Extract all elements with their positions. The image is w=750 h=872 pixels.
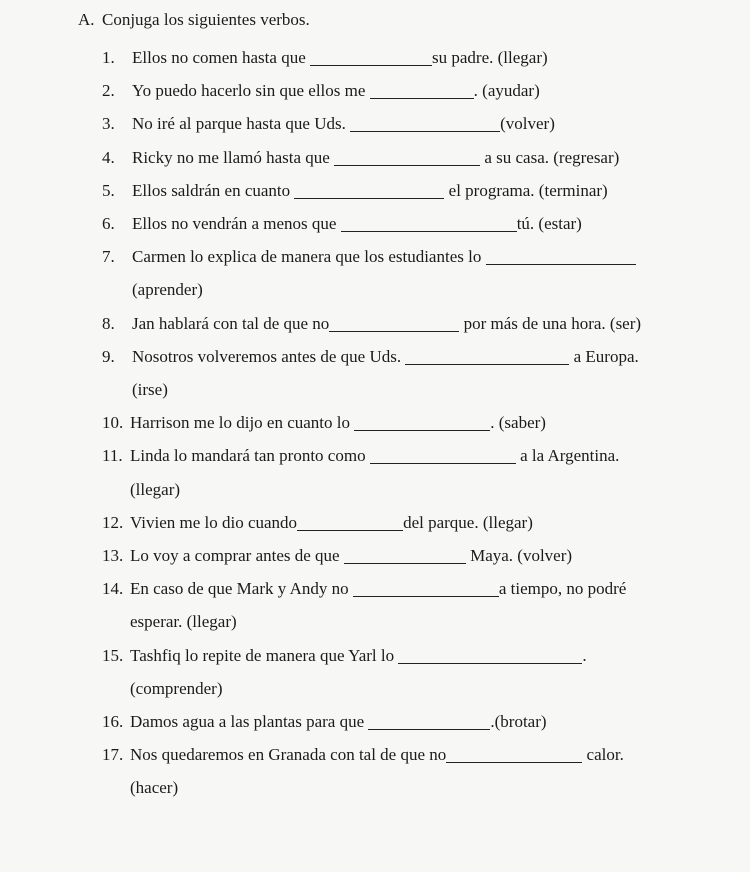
exercise-sentence bbox=[130, 539, 732, 572]
sentence-line bbox=[130, 605, 732, 638]
section-letter: A. bbox=[78, 10, 95, 29]
exercise-item bbox=[102, 572, 732, 638]
sentence-text: del parque. (llegar) bbox=[403, 512, 533, 532]
sentence-text: (llegar) bbox=[130, 479, 181, 499]
sentence-line bbox=[130, 572, 732, 605]
exercise-item bbox=[102, 107, 732, 140]
exercise-sentence bbox=[130, 406, 732, 439]
exercise-sentence bbox=[132, 107, 732, 140]
sentence-text: Carmen lo explica de manera que los estudiantes lo bbox=[132, 247, 486, 267]
exercise-number: 16. bbox=[102, 712, 124, 732]
sentence-text: Ellos saldrán en cuanto bbox=[132, 180, 295, 200]
sentence-text: No iré al parque hasta que Uds. bbox=[132, 114, 351, 134]
sentence-line bbox=[132, 240, 732, 273]
sentence-line bbox=[132, 373, 732, 406]
sentence-line bbox=[130, 705, 732, 738]
sentence-line bbox=[130, 506, 732, 539]
exercise-sentence bbox=[130, 639, 732, 705]
sentence-text: el programa. (terminar) bbox=[444, 180, 608, 200]
sentence-text: Jan hablará con tal de que no bbox=[132, 313, 330, 333]
exercise-number: 15. bbox=[102, 645, 124, 665]
sentence-line bbox=[130, 771, 732, 804]
sentence-text: Linda lo mandará tan pronto como bbox=[130, 446, 370, 466]
exercise-number: 13. bbox=[102, 546, 124, 566]
sentence-text: Nosotros volveremos antes de que Uds. bbox=[132, 346, 406, 366]
exercise-number: 6. bbox=[102, 214, 115, 234]
exercise-item bbox=[102, 74, 732, 107]
sentence-line bbox=[132, 141, 732, 174]
sentence-text: Vivien me lo dio cuando bbox=[130, 512, 298, 532]
sentence-text: . bbox=[582, 645, 587, 665]
answer-blank[interactable] bbox=[297, 513, 403, 531]
exercise-number: 17. bbox=[102, 745, 124, 765]
answer-blank[interactable] bbox=[398, 646, 582, 664]
exercise-sentence bbox=[132, 41, 732, 74]
sentence-text: . (ayudar) bbox=[473, 81, 540, 101]
sentence-line bbox=[132, 107, 732, 140]
answer-blank[interactable] bbox=[341, 214, 517, 232]
exercise-number: 9. bbox=[102, 346, 115, 366]
exercise-number: 12. bbox=[102, 512, 124, 532]
answer-blank[interactable] bbox=[353, 579, 499, 597]
sentence-text: a la Argentina. bbox=[515, 446, 620, 466]
exercise-number: 4. bbox=[102, 147, 115, 167]
exercise-sentence bbox=[130, 572, 732, 638]
exercise-list bbox=[102, 41, 732, 805]
sentence-text: Nos quedaremos en Granada con tal de que no bbox=[130, 745, 447, 765]
exercise-sentence bbox=[132, 207, 732, 240]
sentence-line bbox=[132, 41, 732, 74]
answer-blank[interactable] bbox=[370, 446, 516, 464]
sentence-line bbox=[130, 639, 732, 672]
sentence-text: Lo voy a comprar antes de que bbox=[130, 546, 344, 566]
sentence-text: (hacer) bbox=[130, 778, 179, 798]
section-heading bbox=[78, 10, 310, 30]
exercise-item bbox=[102, 738, 732, 804]
sentence-text: En caso de que Mark y Andy no bbox=[130, 579, 353, 599]
sentence-line bbox=[130, 406, 732, 439]
sentence-text: Tashfiq lo repite de manera que Yarl lo bbox=[130, 645, 399, 665]
exercise-sentence bbox=[130, 439, 732, 505]
sentence-text: tú. (estar) bbox=[516, 214, 582, 234]
sentence-line bbox=[130, 672, 732, 705]
exercise-item bbox=[102, 439, 732, 505]
exercise-sentence bbox=[132, 307, 732, 340]
answer-blank[interactable] bbox=[354, 413, 490, 431]
sentence-text: (comprender) bbox=[130, 678, 223, 698]
sentence-text: a tiempo, no podré bbox=[498, 579, 627, 599]
sentence-text: Ellos no comen hasta que bbox=[132, 48, 310, 67]
sentence-line bbox=[132, 74, 732, 107]
answer-blank[interactable] bbox=[405, 347, 569, 365]
answer-blank[interactable] bbox=[446, 745, 582, 763]
exercise-number: 1. bbox=[102, 48, 115, 67]
exercise-item bbox=[102, 307, 732, 340]
exercise-item bbox=[102, 639, 732, 705]
sentence-text: Ellos no vendrán a menos que bbox=[132, 214, 341, 234]
sentence-line bbox=[130, 439, 732, 472]
exercise-item bbox=[102, 705, 732, 738]
answer-blank[interactable] bbox=[350, 114, 500, 132]
answer-blank[interactable] bbox=[334, 148, 480, 166]
sentence-text: Maya. (volver) bbox=[465, 546, 573, 566]
exercise-sentence bbox=[132, 141, 732, 174]
exercise-number: 8. bbox=[102, 313, 115, 333]
exercise-number: 2. bbox=[102, 81, 115, 101]
exercise-number: 3. bbox=[102, 114, 115, 134]
sentence-line bbox=[130, 539, 732, 572]
exercise-item bbox=[102, 174, 732, 207]
sentence-text: esperar. (llegar) bbox=[130, 612, 237, 632]
exercise-sentence bbox=[132, 340, 732, 406]
sentence-line bbox=[132, 273, 732, 306]
exercise-number: 14. bbox=[102, 579, 124, 599]
sentence-text: (volver) bbox=[500, 114, 555, 134]
exercise-sentence bbox=[132, 74, 732, 107]
exercise-number: 11. bbox=[102, 446, 123, 466]
answer-blank[interactable] bbox=[370, 81, 474, 99]
sentence-text: Ricky no me llamó hasta que bbox=[132, 147, 335, 167]
sentence-line bbox=[132, 340, 732, 373]
section-title-text: Conjuga los siguientes verbos. bbox=[102, 10, 310, 29]
sentence-line bbox=[132, 307, 732, 340]
exercise-sentence bbox=[132, 240, 732, 306]
sentence-text: (aprender) bbox=[132, 280, 203, 300]
sentence-text: .(brotar) bbox=[490, 712, 547, 732]
answer-blank[interactable] bbox=[486, 247, 636, 265]
exercise-item bbox=[102, 406, 732, 439]
exercise-item bbox=[102, 539, 732, 572]
exercise-number: 7. bbox=[102, 247, 115, 267]
sentence-line bbox=[130, 738, 732, 771]
exercise-item bbox=[102, 141, 732, 174]
exercise-number: 10. bbox=[102, 413, 124, 433]
answer-blank[interactable] bbox=[344, 546, 466, 564]
exercise-item bbox=[102, 41, 732, 74]
exercise-item bbox=[102, 340, 732, 406]
sentence-text: por más de una hora. (ser) bbox=[459, 313, 642, 333]
exercise-item bbox=[102, 240, 732, 306]
sentence-line bbox=[132, 207, 732, 240]
sentence-text: . (saber) bbox=[490, 413, 546, 433]
sentence-line bbox=[130, 473, 732, 506]
answer-blank[interactable] bbox=[368, 712, 490, 730]
sentence-text: Damos agua a las plantas para que bbox=[130, 712, 369, 732]
sentence-text: su padre. (llegar) bbox=[432, 48, 548, 67]
exercise-sentence bbox=[130, 506, 732, 539]
sentence-text: a Europa. bbox=[569, 346, 639, 366]
sentence-text: a su casa. (regresar) bbox=[480, 147, 620, 167]
answer-blank[interactable] bbox=[329, 314, 459, 332]
sentence-text: Harrison me lo dijo en cuanto lo bbox=[130, 413, 355, 433]
sentence-text: (irse) bbox=[132, 380, 168, 400]
exercise-sentence bbox=[132, 174, 732, 207]
exercise-number: 5. bbox=[102, 180, 115, 200]
sentence-line bbox=[132, 174, 732, 207]
exercise-sentence bbox=[130, 705, 732, 738]
exercise-item bbox=[102, 207, 732, 240]
exercise-item bbox=[102, 506, 732, 539]
answer-blank[interactable] bbox=[310, 48, 432, 66]
sentence-text: Yo puedo hacerlo sin que ellos me bbox=[132, 81, 370, 101]
answer-blank[interactable] bbox=[294, 181, 444, 199]
exercise-sentence bbox=[130, 738, 732, 804]
sentence-text: calor. bbox=[582, 745, 624, 765]
